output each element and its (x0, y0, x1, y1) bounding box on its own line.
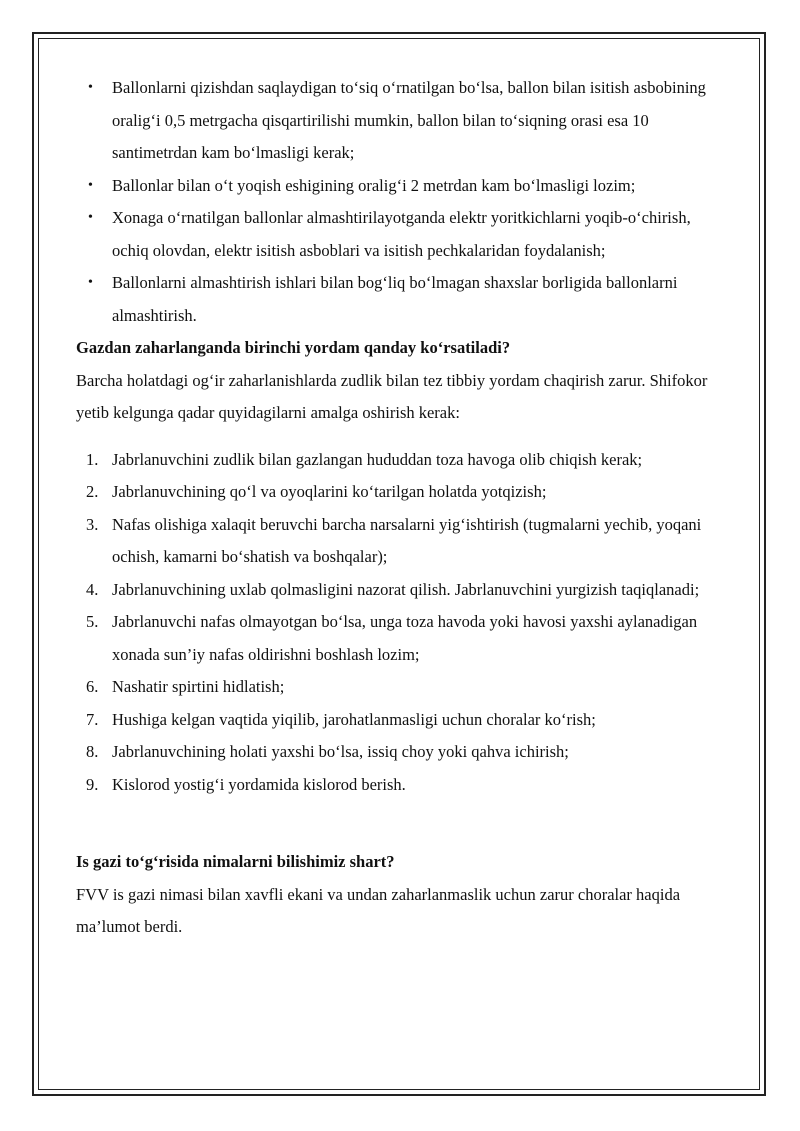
first-aid-intro: Barcha holatdagi og‘ir zaharlanishlarda zudlik bilan tez tibbiy yordam chaqirish zarur. Shifokor yetib kelgunga qadar quyidagilarni amalga oshirish kerak: (76, 370, 708, 422)
list-item-number: 1. (86, 449, 99, 469)
list-item-text: Jabrlanuvchining holati yaxshi bo‘lsa, issiq choy yoki qahva ichirish; (112, 742, 569, 761)
list-item (76, 72, 726, 170)
list-item-number: 7. (86, 709, 99, 729)
list-item-number: 3. (86, 514, 99, 534)
list-item (76, 736, 726, 769)
list-item-text: Xonaga o‘rnatilgan ballonlar almashtirilayotganda elektr yoritkichlarni yoqib-o‘chirish, ochiq olovdan, elektr isitish asboblari va isitish pechkalaridan foydalanish; (112, 208, 691, 260)
list-item-text: Jabrlanuvchi nafas olmayotgan bo‘lsa, unga toza havoda yoki havosi yaxshi aylanadigan xonada sun’iy nafas oldirishni boshlash lozim; (112, 612, 698, 664)
list-item-number: 2. (86, 482, 99, 501)
bullet-icon: • (88, 177, 93, 193)
list-item-text: Jabrlanuvchining uxlab qolmasligini nazorat qilish. Jabrlanuvchini yurgizish taqiqlanadi; (112, 579, 700, 599)
first-aid-steps-list (76, 444, 726, 802)
list-item-number: 6. (86, 677, 99, 696)
safety-rules-list (76, 72, 726, 332)
list-item-number: 9. (86, 774, 99, 794)
list-item-text: Ballonlarni qizishdan saqlaydigan to‘siq o‘rnatilgan bo‘lsa, ballon bilan isitish asbobining oralig‘i 0,5 metrgacha qisqartirilishi mumkin, ballon bilan to‘siqning orasi esa 10 santimetrdan kam bo‘lmasligi kerak; (112, 78, 706, 162)
list-item (76, 606, 726, 671)
list-item (76, 769, 726, 802)
list-item-text: Nashatir spirtini hidlatish; (112, 677, 285, 696)
list-item (76, 704, 726, 737)
list-item-text: Nafas olishiga xalaqit beruvchi barcha narsalarni yig‘ishtirish (tugmalarni yechib, yoqani ochish, kamarni bo‘shatish va boshqalar); (112, 514, 702, 566)
list-item-text: Jabrlanuvchini zudlik bilan gazlangan hududdan toza havoga olib chiqish kerak; (112, 449, 643, 469)
list-item (76, 170, 726, 203)
list-item-text: Ballonlar bilan o‘t yoqish eshigining oralig‘i 2 metrdan kam bo‘lmasligi lozim; (112, 175, 636, 195)
gas-info-text: FVV is gazi nimasi bilan xavfli ekani va undan zaharlanmaslik uchun zarur choralar haqida ma’lumot berdi. (76, 884, 681, 936)
list-item (76, 267, 726, 332)
list-item-number: 4. (86, 579, 99, 599)
bullet-icon: • (88, 80, 93, 95)
list-item-text: Hushiga kelgan vaqtida yiqilib, jarohatlanmasligi uchun choralar ko‘rish; (112, 709, 596, 729)
first-aid-heading: Gazdan zaharlanganda birinchi yordam qanday ko‘rsatiladi? (76, 338, 511, 357)
bullet-icon: • (88, 210, 93, 225)
list-item-text: Jabrlanuvchining qo‘l va oyoqlarini ko‘tarilgan holatda yotqizish; (112, 482, 547, 501)
list-item (76, 574, 726, 607)
gas-info-heading: Is gazi to‘g‘risida nimalarni bilishimiz shart? (76, 852, 395, 871)
list-item (76, 509, 726, 574)
list-item-text: Ballonlarni almashtirish ishlari bilan bog‘liq bo‘lmagan shaxslar borligida ballonlarni almashtirish. (112, 273, 678, 325)
list-item (76, 476, 726, 509)
list-item-text: Kislorod yostig‘i yordamida kislorod berish. (112, 774, 406, 794)
bullet-icon: • (88, 275, 93, 290)
list-item (76, 671, 726, 704)
document-body (76, 72, 726, 944)
list-item-number: 8. (86, 742, 99, 761)
list-item (76, 202, 726, 267)
list-item-number: 5. (86, 612, 99, 631)
list-item (76, 444, 726, 477)
